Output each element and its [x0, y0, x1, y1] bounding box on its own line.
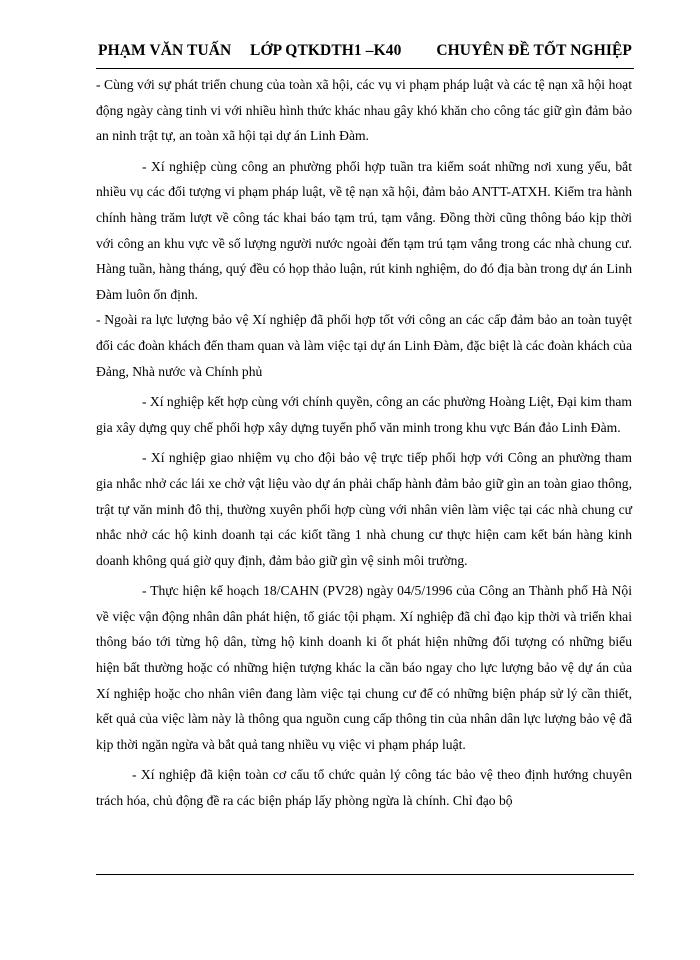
- paragraph-crime-reporting: - Thực hiện kế hoạch 18/CAHN (PV28) ngày 04/5/1996 của Công an Thành phố Hà Nội về việc vận động nhân dân phát hiện, tố giác tội phạm. Xí nghiệp đã chỉ đạo kịp thời và triển khai thông báo tới từng hộ dân, từng hộ kinh doanh ki ốt phát hiện những đối tượng có những biểu hiện bất thường hoặc có những hiện tượng khác la cần báo ngay cho lực lượng bảo vệ dự án của Xí nghiệp hoặc cho nhân viên đang làm việc tại chung cư để có những biện pháp sử lý cần thiết, kết quả của việc làm này là thông qua nguồn cung cấp thông tin của nhân dân lực lượng bảo vệ đã kịp thời ngăn ngừa và bắt quả tang nhiều vụ việc vi phạm pháp luật.: [96, 583, 632, 752]
- paragraph-guest-security: - Ngoài ra lực lượng bảo vệ Xí nghiệp đã phối hợp tốt với công an các cấp đảm bảo an toàn tuyệt đối các đoàn khách đến tham quan và làm việc tại dự án Linh Đàm, đặc biệt là các đoàn khách của Đảng, Nhà nước và Chính phủ: [96, 312, 632, 379]
- paragraph-organization: - Xí nghiệp đã kiện toàn cơ cấu tổ chức quản lý công tác bảo vệ theo định hướng chuyên trách hóa, chủ động đề ra các biện pháp lấy phòng ngừa là chính. Chỉ đạo bộ: [96, 767, 632, 809]
- header-doc-title: CHUYÊN ĐỀ TỐT NGHIỆP: [436, 42, 632, 59]
- paragraph-social-evils: - Cùng với sự phát triển chung của toàn xã hội, các vụ vi phạm pháp luật và các tệ nạn xã hội hoạt động ngày càng tinh vi với nhiều hình thức khác nhau gây khó khăn cho công tác giữ gìn đảm bảo an ninh trật tự, an toàn xã hội tại dự án Linh Đàm.: [96, 77, 632, 144]
- page-header: [96, 40, 634, 69]
- paragraph-joint-patrol: - Xí nghiệp cùng công an phường phối hợp tuần tra kiểm soát những nơi xung yếu, bắt nhiều vụ các đối tượng vi phạm pháp luật, về tệ nạn xã hội, đảm bảo ANTT-ATXH. Kiểm tra hành chính hàng trăm lượt về công tác khai báo tạm trú, tạm vắng. Đồng thời cũng thông báo kịp thời với công an khu vực về số lượng người nước ngoài đến tạm trú tạm vắng trong các nhà chung cư. Hàng tuần, hàng tháng, quý đều có họp thảo luận, rút kinh nghiệm, do đó địa bàn trong dự án Linh Đàm luôn ổn định.: [96, 158, 632, 302]
- header-class: LỚP QTKDTH1 –K40: [250, 42, 402, 59]
- header-author: PHẠM VĂN TUẤN: [98, 42, 232, 59]
- footer-divider: [96, 874, 634, 875]
- document-body: [96, 72, 632, 814]
- paragraph-civilized-street: - Xí nghiệp kết hợp cùng với chính quyền, công an các phường Hoàng Liệt, Đại kim tham gia xây dựng quy chế phối hợp xây dựng tuyến phố văn minh trong khu vực Bán đảo Linh Đàm.: [96, 394, 632, 435]
- paragraph-traffic-safety: - Xí nghiệp giao nhiệm vụ cho đội bảo vệ trực tiếp phối hợp với Công an phường tham gia nhắc nhở các lái xe chở vật liệu vào dự án phải chấp hành đảm bảo giữ gìn an toàn giao thông, trật tự văn minh đô thị, thường xuyên phối hợp cùng với nhân viên làm việc tại các nhà chung cư nhắc nhở các hộ kinh doanh tại các kiốt tầng 1 nhà chung cư thực hiện cam kết bán hàng kinh doanh không quá giờ quy định, đảm bảo giữ gìn vệ sinh môi trường.: [96, 450, 632, 568]
